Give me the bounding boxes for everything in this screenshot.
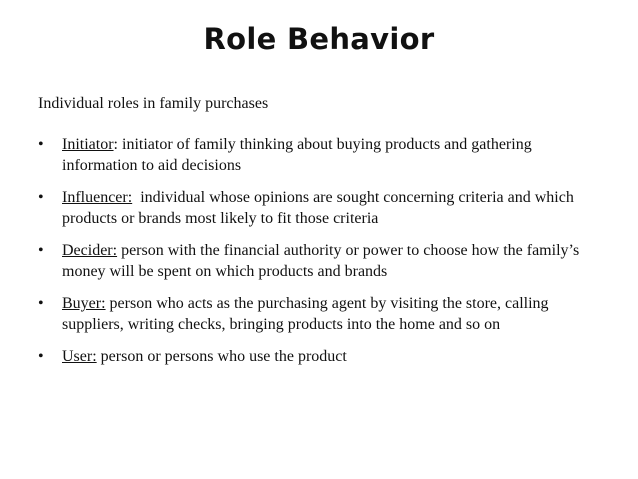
bullet-icon: • xyxy=(38,136,44,153)
bullet-icon: • xyxy=(38,189,44,206)
bullet-item-decider xyxy=(38,240,598,282)
bullet-icon: • xyxy=(38,348,44,365)
bullet-text: person with the financial authority or power to choose how the family’s money will be spent on which products and brands xyxy=(62,242,580,280)
bullet-text: person or persons who use the product xyxy=(96,348,347,365)
bullet-item-user xyxy=(38,346,598,367)
bullet-icon: • xyxy=(38,242,44,259)
intro-text: Individual roles in family purchases xyxy=(38,95,269,112)
bullet-icon: • xyxy=(38,295,44,312)
bullet-item-influencer xyxy=(38,187,598,229)
bullet-term: User: xyxy=(62,348,97,365)
bullet-term: Decider: xyxy=(62,242,118,259)
bullet-text: : initiator of family thinking about buying products and gathering information to aid decisions xyxy=(62,136,532,174)
bullet-term: Buyer: xyxy=(62,295,106,312)
slide-title: Role Behavior xyxy=(203,22,435,56)
bullet-list xyxy=(38,134,598,378)
bullet-text: person who acts as the purchasing agent by visiting the store, calling suppliers, writing checks, bringing products into the home and so on xyxy=(62,295,549,333)
bullet-term: Initiator xyxy=(62,136,114,153)
bullet-term: Influencer: xyxy=(62,189,133,206)
bullet-item-buyer xyxy=(38,293,598,335)
bullet-item-initiator xyxy=(38,134,598,176)
bullet-text: individual whose opinions are sought concerning criteria and which products or brands most likely to fit those criteria xyxy=(62,189,578,227)
